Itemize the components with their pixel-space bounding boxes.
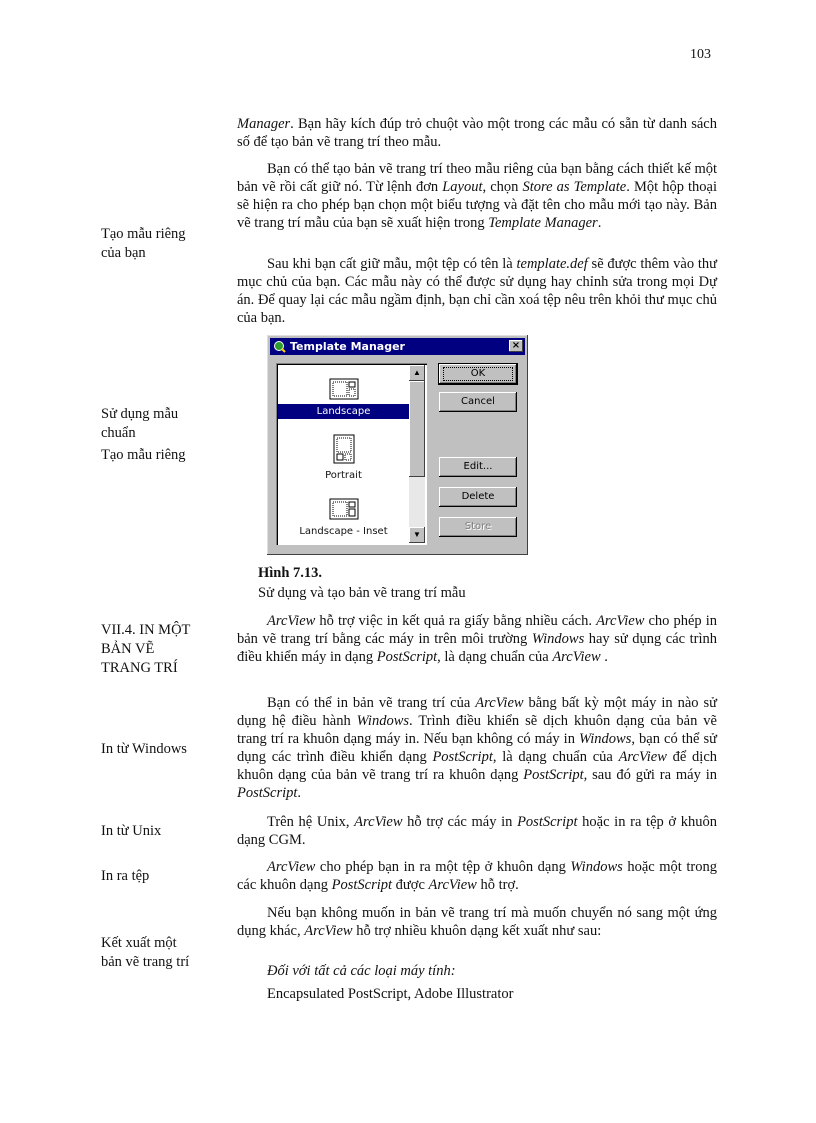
scroll-up-icon[interactable]: ▲	[409, 365, 425, 381]
side-label-in-tu-windows: In từ Windows	[101, 741, 187, 757]
scroll-thumb[interactable]	[409, 381, 425, 477]
paragraph-10: Encapsulated PostScript, Adobe Illustrator	[267, 986, 514, 1002]
portrait-template-icon	[332, 433, 356, 465]
landscape-template-icon	[328, 377, 360, 401]
paragraph-4: ArcView hỗ trợ việc in kết quả ra giấy bằng nhiều cách. ArcView cho phép in bản vẽ trang trí bằng các máy in trên môi trường Windows hay sử dụng các trình điều khiển máy in dạng PostScript, là dạng chuẩn của ArcView .	[237, 613, 717, 665]
close-icon[interactable]: ×	[509, 340, 523, 352]
dialog-title: Template Manager	[290, 340, 405, 353]
template-list[interactable]	[276, 363, 427, 545]
edit-button[interactable]: Edit...	[439, 457, 517, 477]
list-scrollbar[interactable]	[409, 365, 425, 543]
side-label-in-ra-tep: In ra tệp	[101, 868, 150, 884]
side-label-su-dung-mau: Sử dụng mẫu chuẩn	[101, 406, 179, 441]
dialog-titlebar[interactable]	[270, 338, 525, 355]
page-number: 103	[690, 47, 711, 62]
figure-caption-title: Hình 7.13.	[258, 565, 323, 581]
ok-button[interactable]: OK	[439, 364, 517, 384]
side-label-in-tu-unix: In từ Unix	[101, 823, 162, 839]
paragraph-8: Nếu bạn không muốn in bản vẽ trang trí mà muốn chuyển nó sang một ứng dụng khác, ArcView hỗ trợ nhiều khuôn dạng kết xuất như sau:	[237, 905, 717, 939]
list-item-label: Portrait	[325, 470, 362, 481]
section-heading: VII.4. IN MỘT BẢN VẼ TRANG TRÍ	[101, 622, 191, 676]
paragraph-7: ArcView cho phép bạn in ra một tệp ở khuôn dạng Windows hoặc một trong các khuôn dạng PostScript được ArcView hỗ trợ.	[237, 859, 717, 893]
list-item-label: Landscape	[278, 404, 409, 419]
delete-button[interactable]: Delete	[439, 487, 517, 507]
landscape-inset-template-icon	[328, 497, 360, 521]
side-label-tao-mau-rieng: Tạo mẫu riêng của bạn	[101, 226, 186, 261]
list-item-label: Landscape - Inset	[299, 526, 388, 537]
paragraph-1: Manager. Bạn hãy kích đúp trỏ chuột vào một trong các mẫu có sẵn từ danh sách số để tạo bản vẽ trang trí theo mẫu.	[237, 116, 717, 150]
figure-caption-text: Sử dụng và tạo bản vẽ trang trí mẫu	[258, 585, 466, 601]
focus-indicator	[443, 367, 513, 381]
paragraph-9: Đối với tất cả các loại máy tính:	[267, 963, 456, 979]
cancel-button[interactable]: Cancel	[439, 392, 517, 412]
arcview-app-icon	[273, 340, 286, 353]
template-manager-dialog	[267, 335, 528, 555]
list-item[interactable]	[278, 377, 409, 419]
paragraph-2: Bạn có thể tạo bản vẽ trang trí theo mẫu riêng của bạn bằng cách thiết kế một bản vẽ rồi cất giữ nó. Từ lệnh đơn Layout, chọn Store as Template. Một hộp thoại sẽ hiện ra cho phép bạn chọn một biểu tượng và đặt tên cho mẫu mới tạo này. Bản vẽ trang trí mẫu của bạn sẽ xuất hiện trong Template Manager.	[237, 161, 718, 231]
scroll-down-icon[interactable]: ▼	[409, 527, 425, 543]
paragraph-6: Trên hệ Unix, ArcView hỗ trợ các máy in PostScript hoặc in ra tệp ở khuôn dạng CGM.	[237, 814, 718, 848]
side-label-ket-xuat: Kết xuất một bản vẽ trang trí	[101, 935, 190, 970]
paragraph-5: Bạn có thể in bản vẽ trang trí của ArcView bằng bất kỳ một máy in nào sử dụng hệ điều hành Windows. Trình điều khiển sẽ dịch khuôn dạng của bản vẽ trang trí ra khuôn dạng máy in. Nếu bạn không có máy in Windows, bạn có thể sử dụng các trình điều khiển dạng PostScript, là dạng chuẩn của ArcView để dịch khuôn dạng của bản vẽ trang trí ra khuôn dạng PostScript, sau đó gửi ra máy in PostScript.	[237, 695, 718, 801]
paragraph-3: Sau khi bạn cất giữ mẫu, một tệp có tên là template.def sẽ được thêm vào thư mục chủ của bạn. Các mẫu này có thể được sử dụng hay chỉnh sửa trong mọi Dự án. Để quay lại các mẫu ngầm định, bạn chỉ cần xoá tệp nêu trên khỏi thư mục chủ của bạn.	[237, 256, 718, 326]
side-label-tao-mau-rieng-2: Tạo mẫu riêng	[101, 447, 186, 463]
list-item[interactable]	[278, 433, 409, 483]
store-button[interactable]: Store	[439, 517, 517, 537]
list-item[interactable]	[278, 497, 409, 539]
